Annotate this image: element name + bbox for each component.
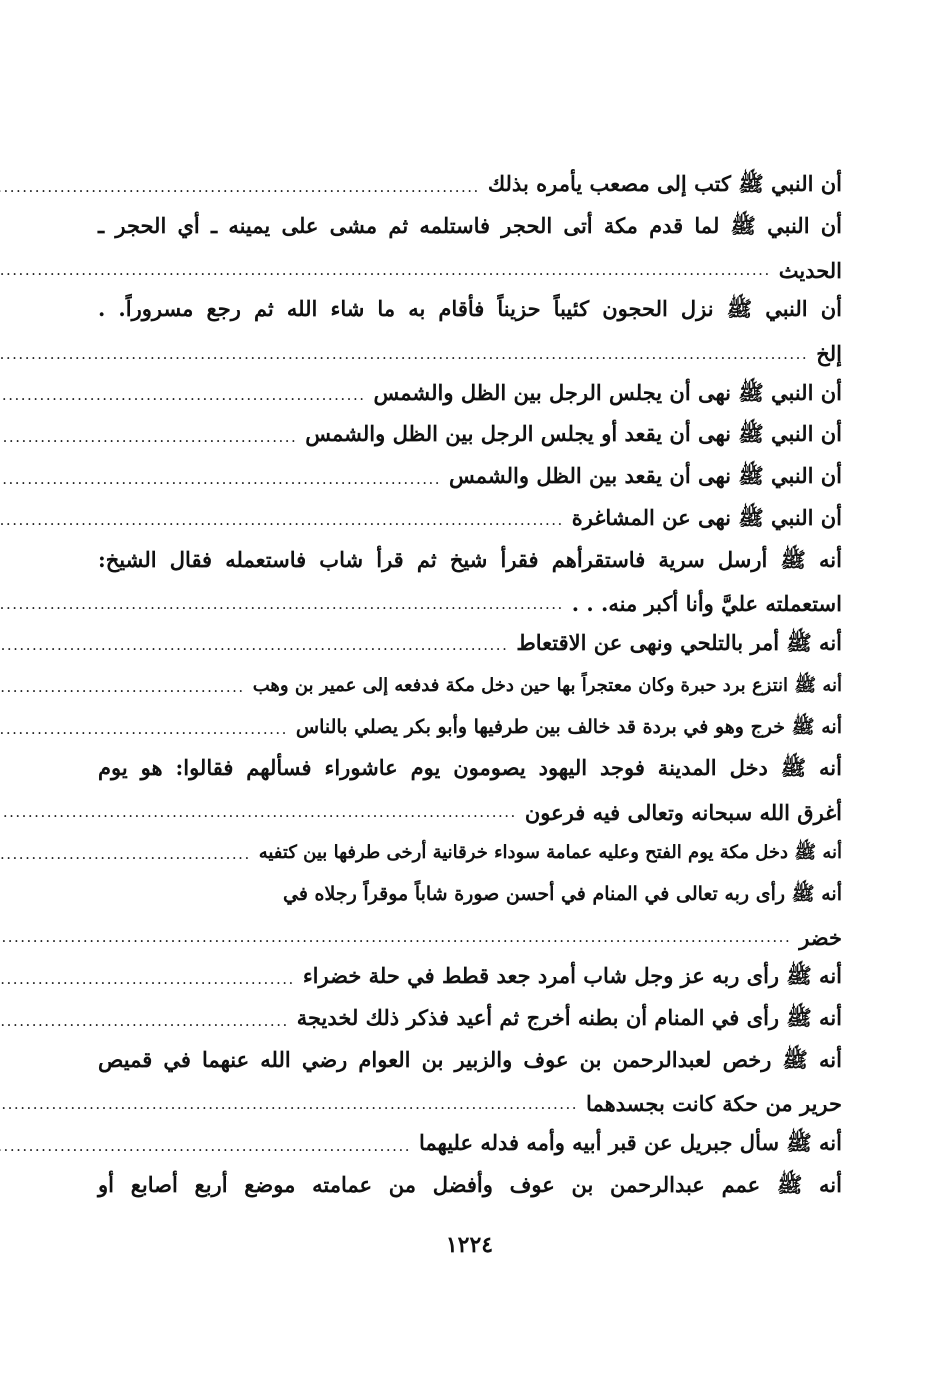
entry-text: أغرق الله سبحانه وتعالى فيه فرعون <box>524 799 842 825</box>
entry-text: أن النبي ﷺ نهى أن يجلس الرجل بين الظل والشمس <box>373 379 842 405</box>
index-entry <box>98 1083 842 1125</box>
index-entry <box>98 958 842 1000</box>
index-entry <box>98 333 842 375</box>
entry-text: أنه ﷺ سأل جبريل عن قبر أبيه وأمه فدله عليهما <box>418 1130 842 1156</box>
index-entry <box>98 666 842 708</box>
index-entry <box>98 291 842 333</box>
page-number: ١٢٢٤ <box>445 1232 494 1258</box>
index-entry <box>98 374 842 416</box>
entry-text: أن النبي ﷺ نهى أن يقعد بين الظل والشمس <box>449 463 842 489</box>
leader-dots <box>0 1012 289 1030</box>
entry-text: أنه ﷺ رأى ربه تعالى في المنام في أحسن صورة شاباً موقراً رجلاه في <box>283 882 842 905</box>
index-entry <box>98 583 842 625</box>
entry-text: حرير من حكة كانت بجسدهما <box>586 1091 842 1117</box>
index-entry <box>98 458 842 500</box>
index-entry <box>98 1167 842 1209</box>
leader-dots <box>0 595 564 613</box>
entry-text: أنه ﷺ دخل مكة يوم الفتح وعليه عمامة سوداء خرقانية أرخى طرفها بين كتفيه <box>258 841 842 863</box>
leader-dots <box>0 345 808 363</box>
leader-dots <box>0 261 771 279</box>
entry-text: أنه ﷺ خرج وهو في بردة قد خالف بين طرفيها وأبو بكر يصلي بالناس <box>295 715 842 738</box>
leader-dots <box>0 636 508 654</box>
leader-dots <box>0 970 295 988</box>
index-entry <box>98 833 842 875</box>
index-entry <box>98 708 842 750</box>
index-entry <box>98 541 842 583</box>
leader-dots <box>0 928 791 946</box>
index-entry <box>98 625 842 667</box>
index-entry <box>98 166 842 208</box>
index-entry <box>98 249 842 291</box>
index-entry <box>98 750 842 792</box>
entry-text: أنه ﷺ عمم عبدالرحمن بن عوف وأفضل من عمامته موضع أربع أصابع أو <box>98 1171 842 1197</box>
entry-text: أن النبي ﷺ كتب إلى مصعب يأمره بذلك <box>487 171 842 197</box>
leader-dots <box>0 678 245 696</box>
index-entry <box>98 416 842 458</box>
index-entry <box>98 1125 842 1167</box>
index-entry <box>98 1041 842 1083</box>
leader-dots <box>0 720 288 738</box>
entry-text: أن النبي ﷺ نزل الحجون كئيباً حزيناً فأقام به ما شاء الله ثم رجع مسروراً. . <box>98 296 842 322</box>
index-entry <box>98 916 842 958</box>
leader-dots <box>0 845 251 863</box>
entry-text: أنه ﷺ رخص لعبدالرحمن بن عوف والزبير بن العوام رضي الله عنهما في قميص <box>98 1046 842 1072</box>
leader-dots <box>0 386 365 404</box>
index-page <box>98 166 842 1208</box>
leader-dots <box>0 178 480 196</box>
index-entry <box>98 875 842 917</box>
entry-text: إلخ <box>816 341 842 367</box>
entry-text: أنه ﷺ رأى ربه عز وجل شاب أمرد جعد قطط في حلة خضراء <box>302 963 842 989</box>
index-entry <box>98 500 842 542</box>
index-entry <box>98 791 842 833</box>
entry-text: أنه ﷺ أرسل سرية فاستقرأهم فقرأ شيخ ثم قرأ شاب فاستعمله فقال الشيخ: <box>98 546 842 572</box>
entry-text: خضر <box>799 924 842 950</box>
leader-dots <box>0 1095 578 1113</box>
index-entry <box>98 1000 842 1042</box>
leader-dots <box>0 1137 411 1155</box>
entry-text: أن النبي ﷺ نهى عن المشاغرة <box>571 504 842 530</box>
entry-text: أنه ﷺ انتزع برد حبرة وكان معتجراً بها حين دخل مكة فدفعه إلى عمير بن وهب <box>252 675 842 697</box>
index-entry <box>98 208 842 250</box>
entry-text: أنه ﷺ رأى في المنام أن بطنه أخرج ثم أعيد فذكر ذلك لخديجة <box>296 1005 842 1031</box>
leader-dots <box>0 803 517 821</box>
leader-dots <box>0 470 441 488</box>
entry-text: استعملته عليَّ وأنا أكبر منه. . . <box>571 591 842 617</box>
entry-text: أنه ﷺ دخل المدينة فوجد اليهود يصومون يوم عاشوراء فسألهم فقالوا: هو يوم <box>98 754 842 780</box>
entry-text: أن النبي ﷺ لما قدم مكة أتى الحجر فاستلمه ثم مشى على يمينه ـ أي الحجر ـ <box>98 213 842 239</box>
entry-text: الحديث <box>778 257 842 283</box>
leader-dots <box>0 511 564 529</box>
entry-text: أن النبي ﷺ نهى أن يقعد أو يجلس الرجل بين الظل والشمس <box>305 421 842 447</box>
leader-dots <box>0 428 297 446</box>
entry-text: أنه ﷺ أمر بالتلحي ونهى عن الاقتعاط <box>516 629 842 655</box>
